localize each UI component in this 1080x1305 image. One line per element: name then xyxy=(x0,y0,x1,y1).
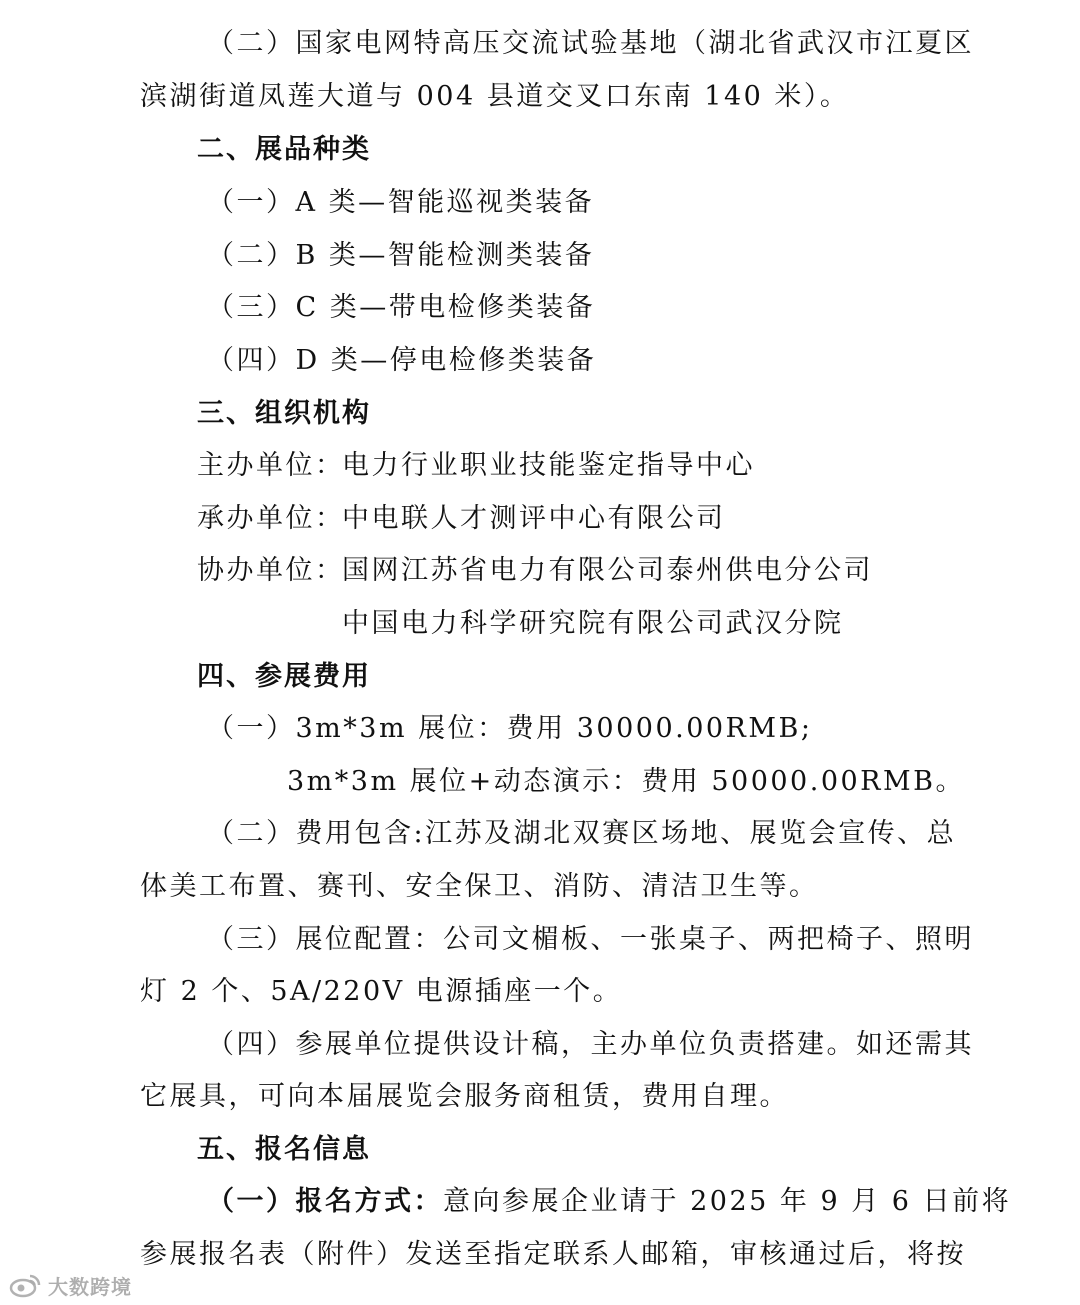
host-label: 主办单位： xyxy=(197,450,345,481)
co-organizer-label: 协办单位： xyxy=(197,555,345,586)
fee-4-line-1: （四）参展单位提供设计稿，主办单位负责搭建。如还需其 xyxy=(207,1029,974,1060)
venue-line-1: （二）国家电网特高压交流试验基地（湖北省武汉市江夏区 xyxy=(207,28,974,59)
registration-method-label: （一）报名方式： xyxy=(207,1186,443,1217)
registration-method-text: 意向参展企业请于 2025 年 9 月 6 日前将 xyxy=(443,1186,1012,1217)
organizer-value: 中电联人才测评中心有限公司 xyxy=(342,503,726,534)
host-value: 电力行业职业技能鉴定指导中心 xyxy=(342,450,755,481)
fee-1-line-1: （一）3m*3m 展位：费用 30000.00RMB; xyxy=(207,713,813,744)
registration-method-line-2: 参展报名表（附件）发送至指定联系人邮箱，审核通过后，将按 xyxy=(140,1239,966,1270)
fee-3-line-1: （三）展位配置：公司文楣板、一张桌子、两把椅子、照明 xyxy=(207,924,974,955)
watermark xyxy=(8,1270,132,1300)
weibo-logo-icon xyxy=(8,1272,42,1298)
co-organizer-value-2: 中国电力科学研究院有限公司武汉分院 xyxy=(342,608,844,639)
fee-1-line-2: 3m*3m 展位+动态演示：费用 50000.00RMB。 xyxy=(287,766,965,797)
exhibit-category-a: （一）A 类—智能巡视类装备 xyxy=(207,187,595,218)
co-organizer-value-1: 国网江苏省电力有限公司泰州供电分公司 xyxy=(342,555,873,586)
registration-method-line-1 xyxy=(207,1182,1011,1222)
exhibit-category-b: （二）B 类—智能检测类装备 xyxy=(207,240,595,271)
venue-line-2: 滨湖街道凤莲大道与 004 县道交叉口东南 140 米）。 xyxy=(140,81,850,112)
exhibit-category-d: （四）D 类—停电检修类装备 xyxy=(207,345,597,376)
watermark-text: 大数跨境 xyxy=(48,1274,132,1299)
fee-2-line-2: 体美工布置、赛刊、安全保卫、消防、清洁卫生等。 xyxy=(140,871,819,902)
fee-3-line-2: 灯 2 个、5A/220V 电源插座一个。 xyxy=(140,976,623,1007)
organizer-label: 承办单位： xyxy=(197,503,345,534)
section-2-heading: 二、展品种类 xyxy=(197,134,371,165)
fee-4-line-2: 它展具，可向本届展览会服务商租赁，费用自理。 xyxy=(140,1081,789,1112)
section-4-heading: 四、参展费用 xyxy=(197,661,371,692)
section-3-heading: 三、组织机构 xyxy=(197,398,371,429)
exhibit-category-c: （三）C 类—带电检修类装备 xyxy=(207,292,596,323)
section-5-heading: 五、报名信息 xyxy=(197,1134,371,1165)
fee-2-line-1: （二）费用包含:江苏及湖北双赛区场地、展览会宣传、总 xyxy=(207,818,957,849)
